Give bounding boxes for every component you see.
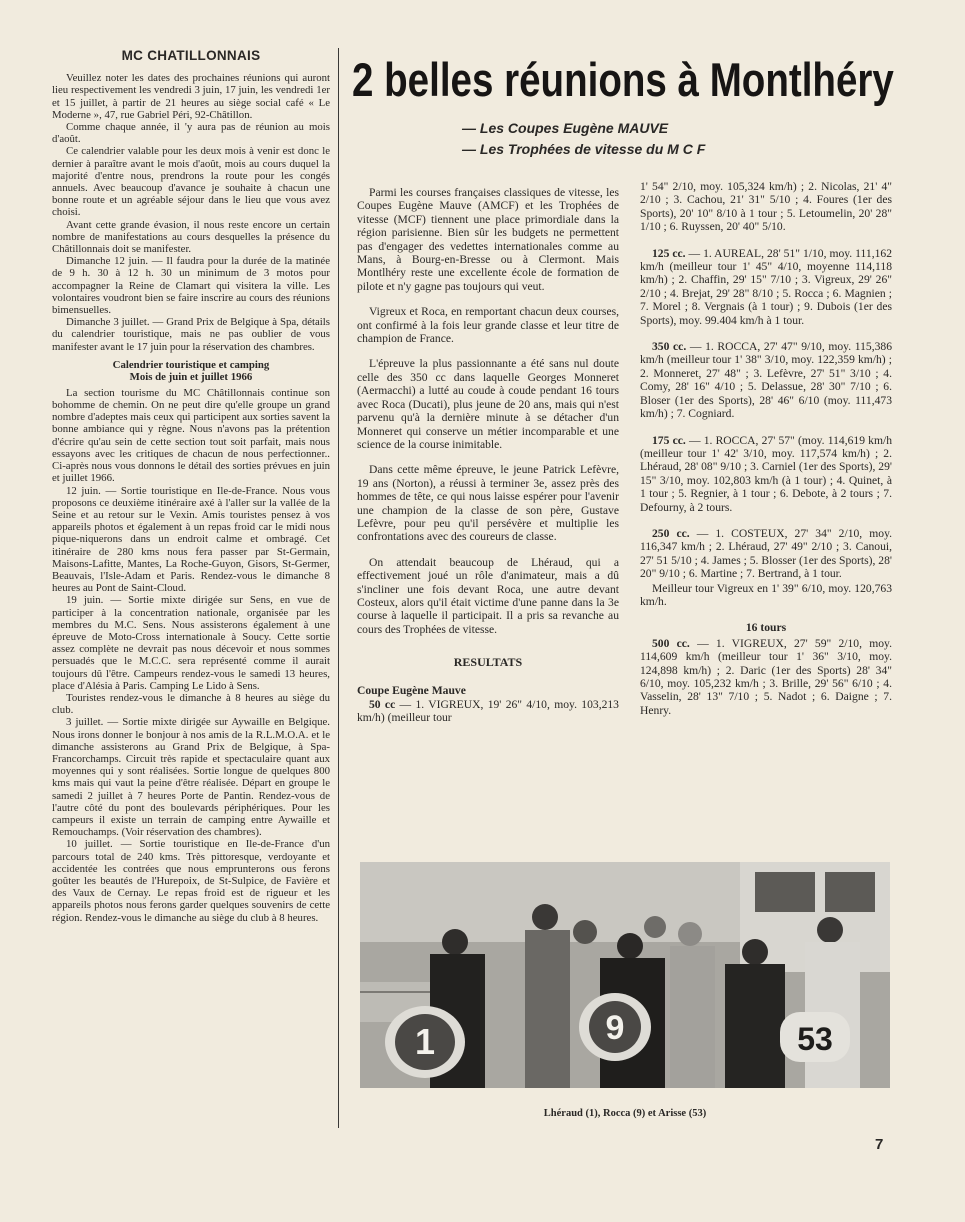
- calendar-paragraph: La section tourisme du MC Châtillonnais continue son bohomme de chemin. On ne peut dire qu'elle groupe un grand nombre d'adeptes mais ceux qui participent aux sorties savent la bonne ambiance qui y règne. Nous n'avons pas la prétention d'écrire qu'au sein de cette section tout soit parfait, mais nous essayons avec les critiques de chacun de nous perfectionner.. Ci-après nous vous donnons le détail des sorties prévues en juin et juillet 1966.: [52, 386, 330, 485]
- result-50cc: [357, 698, 619, 725]
- result-text: — 1. ROCCA, 27' 47" 9/10, moy. 115,386 km/h (meilleur tour 1' 38" 3/10, moy. 122,359 km/h) ; 2. Monneret, 27' 48" ; 3. Lefèvre, 27' 51" 3/10 ; 4. Comy, 28' 16" 4/10 ; 5. Delassue, 28' 30" 7/10 ; 6. Bloser (1er des Sports), 28' 46" 6/10 (moy. 111,473 km/h) ; 7. Cogniard.: [640, 340, 892, 421]
- club-paragraph: Comme chaque année, il 'y aura pas de réunion au mois d'août.: [52, 121, 330, 146]
- article-paragraph: Vigreux et Roca, en remportant chacun deux courses, ont confirmé à la fois leur grande classe et leur titre de champion de France.: [357, 305, 619, 346]
- article-body-column: [357, 186, 619, 725]
- result-text: — 1. VIGREUX, 27' 59" 2/10, moy. 114,609 km/h (meilleur tour 1' 36" 3/10, moy. 124,898 km/h) ; 2. Daric (1er des Sports) 28' 34" 6/10, moy. 105,232 km/h ; 3. Brille, 29' 56" 6/10 ; 4. Vasselin, 28' 13" 7/10 ; 5. Nadot ; 6. Daigne ; 7. Henry.: [640, 636, 893, 717]
- result-text: — 1. COSTEUX, 27' 34" 2/10, moy. 116,347 km/h ; 2. Lhéraud, 27' 49" 2/10 ; 3. Canoui, 27' 51 5/10 ; 4. James ; 5. Blosser (1er des Sports), 28' 20" 9/10 ; 6. Martine ; 7. Bertrand, à 1 tour.: [640, 526, 893, 581]
- article-headline: 2 belles réunions à Montlhéry: [352, 53, 894, 106]
- plate-number: 9: [605, 1009, 625, 1047]
- subtitle-line: — Les Trophées de vitesse du M C F: [462, 141, 706, 157]
- result-text: — 1. VIGREUX, 19' 26" 4/10, moy. 103,213 km/h) (meilleur tour: [357, 698, 619, 725]
- result-500cc: [640, 637, 892, 717]
- page-number: 7: [875, 1136, 884, 1153]
- result-175cc: [640, 434, 892, 514]
- calendar-subheading: [52, 359, 330, 383]
- club-paragraph: Veuillez noter les dates des prochaines réunions qui auront lieu respectivement les vendredi 3 juin, 17 juin, les vendredi 1er et 15 juillet, à partir de 21 heures au siège social café « Le Moderne », 47, rue Gabriel Péri, 92-Châtillon.: [52, 72, 330, 121]
- club-paragraph: Dimanche 12 juin. — Il faudra pour la durée de la matinée de 9 h. 30 à 12 h. 30 un minimum de 3 motos pour accompagner la Reine de Clamart qui visitera la ville. Les volontaires voudront bien se faire inscrire au cours des réunions bimensuelles.: [52, 255, 330, 317]
- photo-illustration: [360, 862, 890, 1088]
- class-label: 50 cc: [369, 698, 396, 711]
- article-subtitles: [462, 118, 902, 160]
- club-paragraph: Avant cette grande évasion, il nous reste encore un certain nombre de manifestations au cours desquelles la présence du Châtillonnais doit se manifester.: [52, 218, 330, 256]
- column-divider: [338, 48, 339, 1128]
- calendar-paragraph: 3 juillet. — Sortie mixte dirigée sur Aywaille en Belgique. Nous irons donner le bonjour à nos amis de la R.L.M.O.A. et le dimanche assisterons au Grand Prix de Belgique, à Spa-Francorchamps. Circuit très rapide et spectaculaire quant aux moyennes qui y sont réalisées. Sortie longue de quelques 800 kms mais qui vaut la peine d'être réalisée. Départ en groupe le samedi 2 juillet à 7 heures Porte de Pantin. Rendez-vous de l'autre côté du pont des boulevards périphériques. Pour les campeurs il existe un terrain de camping entre Aywaille et Remouchamps. (Voir réservation des chambres).: [52, 716, 330, 839]
- tours-heading: 16 tours: [745, 621, 787, 635]
- result-350cc: [640, 340, 892, 420]
- coupe-heading: Coupe Eugène Mauve: [357, 683, 466, 697]
- class-label: 250 cc.: [652, 526, 690, 540]
- result-250cc: [640, 527, 892, 581]
- calendar-subheading-line: Calendrier touristique et camping: [112, 358, 270, 371]
- club-paragraph: Ce calendrier valable pour les deux mois à venir est donc le dernier à paraître avant le mois d'août, mois au cours duquel la majorité d'entre nous, prendrons la route pour les congés annuels. Avec beaucoup d'avance je souhaite à chacun une bonne route et un agréable séjour dans le lieu que vous avez choisi.: [52, 145, 330, 219]
- class-label: 500 cc.: [652, 636, 690, 650]
- results-column: [640, 180, 892, 730]
- club-paragraph: Dimanche 3 juillet. — Grand Prix de Belgique à Spa, détails du calendrier touristique, mais ne pas oublier de vous manifester avant le 17 juin pour la réservation des chambres.: [52, 316, 330, 353]
- calendar-paragraph: 10 juillet. — Sortie touristique en Ile-de-France d'un parcours total de 240 kms. Très pittoresque, verdoyante et accidentée les contrées que nous emprunterons ous ferons goûter les beautés de l'Hurepoix, de St-Sulpice, de Favière et des Vaux de Cernay. Le repas froid est de rigueur et les appareils photos nous ferons garder quelques souvenirs de cette région. Rendez-vous le dimanche au siège du club à 8 heures.: [52, 838, 330, 924]
- photo-caption: Lhéraud (1), Rocca (9) et Arisse (53): [543, 1108, 707, 1119]
- result-text: — 1. AUREAL, 28' 51" 1/10, moy. 111,162 km/h (meilleur tour 1' 45" 4/10, moyenne 114,118 km/h) ; 2. Chaffin, 29' 15" 7/10 ; 3. Vigreux, 29' 26" 2/10 ; 4. Brejat, 29' 28" 8/10 ; 5. Rocca ; 6. Magnien ; 7. Morel ; 8. Vergnais (à 1 tour) ; 9. Dubois (1er des Sports), moy. 99.404 km/h à 1 tour.: [640, 246, 892, 327]
- calendar-paragraph: Touristes rendez-vous le dimanche à 8 heures au siège du club.: [52, 691, 330, 717]
- article-paragraph: On attendait beaucoup de Lhéraud, qui a effectivement joué un rôle d'animateur, mais a dû s'incliner une fois devant Roca, une autre devant Costeux, alors qu'il était victime d'une panne dans la 3e course à laquelle il participait. Il a pris sa revanche au cours des Trophées de vitesse.: [357, 555, 619, 636]
- class-label: 125 cc.: [652, 246, 686, 260]
- result-text: — 1. ROCCA, 27' 57" (moy. 114,619 km/h (meilleur tour 1' 42' 3/10, moy. 117,574 km/h) ; 2. Lhéraud, 28' 08" 9/10 ; 3. Carniel (1er des Sports), 29' 15" 3/10, moy. 102,803 km/h (à 1 tour) ; 4. Quinet, à 1 tour ; 5. Regnier, à 1 tour ; 6. Debote, à 2 tours ; 7. Defourny, à 2 tours.: [640, 433, 893, 514]
- plate-number: 53: [797, 1021, 833, 1057]
- club-news-column: [52, 50, 330, 1130]
- result-50cc-continued: 1' 54" 2/10, moy. 105,324 km/h) ; 2. Nicolas, 21' 4" 2/10 ; 3. Cachou, 21' 31" 5/10 ; 4. Foures (1er des Sports), 20' 10" 8/10 à 1 tour ; 5. Letoumelin, 20' 28" 1/10 ; 6. Ruyssen, 20' 40" 5/10.: [640, 180, 892, 234]
- best-lap: Meilleur tour Vigreux en 1' 39" 6/10, moy. 120,763 km/h.: [640, 581, 892, 608]
- results-heading: RESULTATS: [453, 655, 523, 670]
- plate-number: 1: [414, 1021, 436, 1062]
- club-title: MC CHATILLONNAIS: [121, 50, 261, 63]
- subtitle-line: — Les Coupes Eugène MAUVE: [462, 120, 669, 136]
- result-125cc: [640, 247, 892, 327]
- calendar-subheading-line: Mois de juin et juillet 1966: [129, 370, 253, 383]
- calendar-paragraph: 19 juin. — Sortie mixte dirigée sur Sens, en vue de participer à la concentration nationale, organisée par les membres du M.C. Sens. Nous assisterons également à une épreuve de Moto-Cross internationale à Soucy. Cette sortie assez complète ne devrait pas nous décevoir et nous sommes persuadés que le M.C.C. sera représenté comme il aurait toujours dû l'être. Campeurs rendez-vous le samedi 13 heures, place d'Alésia à Paris. Camping Le Lido à Sens.: [52, 594, 330, 692]
- article-paragraph: Dans cette même épreuve, le jeune Patrick Lefèvre, 19 ans (Norton), a réussi à terminer 3e, assez près des hommes de tête, ce qui nous laisse espérer pour l'avenir une champion de la classe de son père, Gustave Lefèvre, pour peu qu'il persévère et multiplie les confrontations avec des coureurs de classe.: [357, 463, 619, 544]
- article-paragraph: L'épreuve la plus passionnante a été sans nul doute celle des 350 cc dans laquelle Georges Monneret (Aermacchi) a lutté au coude à coude pendant 16 tours avec Roca (Ducati), plus jeune de 20 ans, mais qui n'est parvenu qu'à la dernière minute à se détacher d'un Monneret qui conserve un métier incomparable et une science de la course inimitable.: [357, 357, 619, 451]
- class-label: 175 cc.: [652, 433, 686, 447]
- class-label: 350 cc.: [652, 340, 687, 354]
- calendar-paragraph: 12 juin. — Sortie touristique en Ile-de-France. Nous vous proposons ce deuxième itinéraire axé à l'aller sur la vallée de la Seine et au retour sur le Vexin. Amis touristes pensez à vos appareils photos et également à un repas froid car le midi nous pique-niquerons dans un endroit calme et ombragé. Cet itinéraire de 280 kms nous fera passer par St-Germain, Maisons-Lafitte, Mantes, La Roche-Guyon, Gisors, St-Germer, Beauvais, l'Isle-Adam et Paris. Rendez-vous le dimanche 8 heures au Pont de Saint-Cloud.: [52, 484, 330, 595]
- race-photo: [360, 862, 890, 1088]
- article-paragraph: Parmi les courses françaises classiques de vitesse, les Coupes Eugène Mauve (AMCF) et les Trophées de vitesse (MCF) tiennent une place primordiale dans la région parisienne. Bien sûr les budgets ne permettent pas d'engager des vedettes internationales comme au Mans, à Bourg-en-Bresse ou à Clermont. Mais Montlhéry reste une excellente école de formation de pilote et n'y gagne pas toujours qui veut.: [357, 186, 619, 293]
